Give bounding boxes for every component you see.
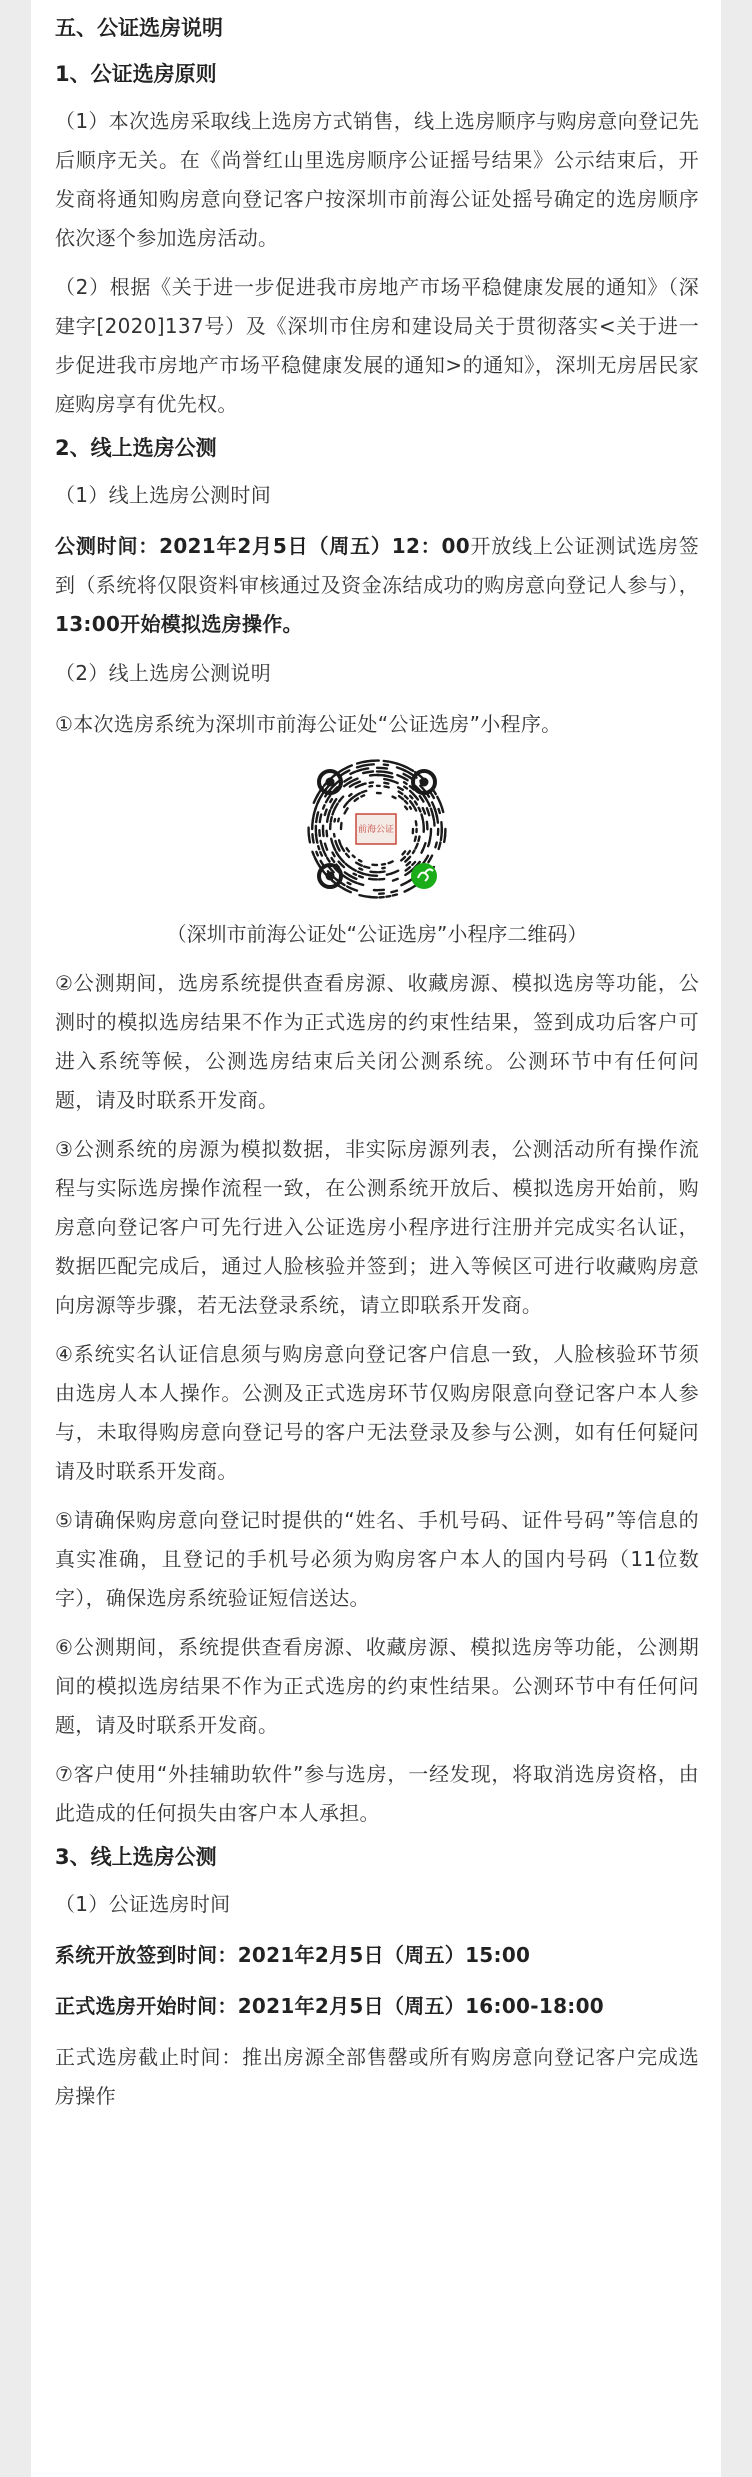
qr-module bbox=[410, 796, 412, 799]
qr-module bbox=[327, 858, 330, 862]
qr-module bbox=[339, 797, 343, 802]
qr-module bbox=[356, 782, 360, 784]
qr-module bbox=[313, 816, 314, 822]
qr-module bbox=[363, 772, 369, 773]
qr-module bbox=[324, 850, 327, 855]
qr-module bbox=[437, 797, 440, 802]
qr-module bbox=[382, 864, 385, 865]
qr-module bbox=[427, 808, 429, 815]
qr-logo-text: 前海公证 bbox=[357, 825, 395, 835]
qr-module bbox=[360, 895, 371, 897]
paragraph-test-time bbox=[55, 527, 699, 644]
qr-module bbox=[428, 843, 429, 846]
qr-module bbox=[316, 852, 317, 856]
qr-module bbox=[389, 861, 393, 863]
qr-module bbox=[384, 783, 388, 784]
qr-module bbox=[362, 791, 366, 793]
qr-module bbox=[315, 857, 317, 861]
selection-end-time: 正式选房截止时间：推出房源全部售罄或所有购房意向登记客户完成选房操作 bbox=[55, 2045, 699, 2108]
qr-module bbox=[398, 787, 403, 790]
qr-module bbox=[350, 784, 355, 787]
qr-finder-core bbox=[326, 872, 335, 881]
qr-module bbox=[404, 782, 407, 784]
qr-module bbox=[437, 815, 438, 822]
test-time-bold: 公测时间：2021年2月5日（周五）12：00 bbox=[55, 534, 470, 558]
qr-module bbox=[384, 772, 392, 774]
qr-module bbox=[415, 837, 416, 841]
qr-module bbox=[345, 872, 350, 875]
qr-module bbox=[331, 839, 332, 844]
qr-module bbox=[425, 856, 428, 862]
qr-module bbox=[419, 837, 420, 841]
qr-module bbox=[358, 872, 363, 874]
article-page bbox=[31, 0, 721, 2477]
qr-module bbox=[405, 889, 410, 891]
qr-module bbox=[359, 876, 363, 877]
qr-module bbox=[416, 821, 417, 825]
qr-module bbox=[408, 851, 410, 854]
qr-module bbox=[399, 792, 403, 794]
qr-module bbox=[363, 784, 366, 785]
paragraph-item-6: ⑥公测期间，系统提供查看房源、收藏房源、模拟选房等功能，公测期间的模拟选房结果不作为正式选房的约束性结果。公测环节中有任何问题，请及时联系开发商。 bbox=[55, 1635, 699, 1737]
qr-module bbox=[420, 796, 424, 802]
qr-module bbox=[350, 779, 358, 783]
qr-module bbox=[384, 776, 393, 778]
qr-module bbox=[350, 772, 355, 774]
qr-module bbox=[364, 764, 374, 765]
paragraph-item-1: ①本次选房系统为深圳市前海公证处“公证选房”小程序。 bbox=[55, 712, 562, 736]
qr-module bbox=[423, 822, 424, 829]
qr-module bbox=[414, 807, 416, 810]
qr-module bbox=[377, 768, 387, 769]
checkin-time: 系统开放签到时间：2021年2月5日（周五）15:00 bbox=[55, 1943, 531, 1967]
qr-module bbox=[407, 862, 411, 865]
paragraph-item-3: ③公测系统的房源为模拟数据，非实际房源列表，公测活动所有操作流程与实际选房操作流程一致，在公测系统开放后、模拟选房开始前，购房意向登记客户可先行进入公证选房小程序进行注册并完成实名认证，数据匹配完成后，通过人脸核验并签到；进入等候区可进行收藏购房意向房源等步骤，若无法登录系统，请立即联系开发商。 bbox=[55, 1137, 699, 1317]
qr-module bbox=[423, 808, 425, 814]
qr-module bbox=[332, 858, 335, 862]
qr-module bbox=[309, 836, 310, 842]
qr-module bbox=[341, 823, 342, 829]
qr-module bbox=[318, 846, 319, 849]
qr-module bbox=[439, 809, 440, 813]
qr-module bbox=[325, 810, 327, 815]
qr-module bbox=[349, 794, 351, 796]
qr-module bbox=[329, 810, 331, 815]
qr-module bbox=[320, 815, 321, 823]
qr-caption: （深圳市前海公证处“公证选房”小程序二维码） bbox=[166, 922, 588, 946]
qr-module bbox=[335, 804, 337, 808]
qr-module bbox=[359, 869, 362, 870]
qr-module bbox=[323, 805, 324, 808]
paragraph-test-notes-heading: （2）线上选房公测说明 bbox=[55, 661, 272, 685]
qr-module bbox=[370, 872, 377, 873]
qr-module bbox=[336, 852, 339, 857]
paragraph-principle-1: （1）本次选房采取线上选房方式销售，线上选房顺序与购房意向登记先后顺序无关。在《尚誉红山里选房顺序公证摇号结果》公示结束后，开发商将通知购房意向登记客户按深圳市前海公证处摇号确定的选房顺序依次逐个参加选房活动。 bbox=[55, 109, 699, 250]
qr-module bbox=[345, 808, 348, 813]
paragraph-item-5: ⑤请确保购房意向登记时提供的“姓名、手机号码、证件号码”等信息的真实准确，且登记的手机号必须为购房客户本人的国内号码（11位数字），确保选房系统验证短信送达。 bbox=[55, 1508, 699, 1610]
qr-module bbox=[357, 766, 362, 768]
qr-module bbox=[416, 844, 418, 849]
qr-module bbox=[406, 867, 410, 870]
qr-module bbox=[340, 857, 344, 862]
subsection-title-1: 1、公证选房原则 bbox=[55, 62, 217, 86]
qr-module bbox=[331, 817, 332, 822]
qr-module bbox=[404, 778, 408, 780]
mini-program-qr-code bbox=[304, 756, 450, 902]
qr-module bbox=[345, 770, 350, 773]
qr-module bbox=[333, 853, 335, 857]
qr-module bbox=[433, 815, 434, 820]
paragraph-item-4: ④系统实名认证信息须与购房意向登记客户信息一致，人脸核验环节须由选房人本人操作。公测及正式选房环节仅购房限意向登记客户本人参与，未取得购房意向登记号的客户无法登录及参与公测，如有任何疑问请及时联系开发商。 bbox=[55, 1342, 699, 1483]
qr-module bbox=[353, 856, 355, 858]
qr-module bbox=[352, 889, 357, 891]
qr-module bbox=[356, 863, 362, 866]
qr-module bbox=[341, 846, 344, 851]
qr-module bbox=[358, 884, 363, 885]
qr-module bbox=[415, 802, 417, 805]
qr-module bbox=[339, 769, 344, 772]
test-start-bold: 13:00开始模拟选房操作。 bbox=[55, 612, 303, 636]
paragraph-item-7: ⑦客户使用“外挂辅助软件”参与选房，一经发现，将取消选房资格，由此造成的任何损失由客户本人承担。 bbox=[55, 1762, 699, 1825]
qr-module bbox=[361, 795, 364, 796]
qr-module bbox=[424, 796, 427, 801]
qr-module bbox=[327, 831, 328, 837]
qr-finder-core bbox=[420, 778, 429, 787]
qr-module bbox=[364, 867, 369, 868]
wechat-mini-program-icon bbox=[411, 863, 437, 889]
qr-module bbox=[404, 787, 407, 789]
qr-module bbox=[422, 850, 423, 853]
qr-module bbox=[348, 883, 351, 884]
qr-module bbox=[419, 808, 421, 812]
qr-module bbox=[339, 840, 340, 844]
subsection-title-3: 3、线上选房公测 bbox=[55, 1845, 217, 1869]
qr-module bbox=[393, 879, 398, 881]
qr-module bbox=[357, 770, 362, 772]
qr-module bbox=[412, 862, 415, 865]
qr-module bbox=[317, 812, 318, 815]
qr-module bbox=[347, 887, 350, 889]
qr-module bbox=[399, 796, 403, 799]
selection-start-time: 正式选房开始时间：2021年2月5日（周五）16:00-18:00 bbox=[55, 1994, 605, 2018]
qr-module bbox=[347, 848, 349, 851]
qr-module bbox=[313, 852, 314, 855]
qr-module bbox=[405, 872, 410, 875]
qr-module bbox=[359, 860, 362, 861]
qr-module bbox=[393, 797, 396, 799]
qr-module bbox=[338, 819, 339, 822]
qr-module bbox=[379, 872, 385, 873]
qr-module bbox=[413, 851, 415, 853]
qr-module bbox=[391, 891, 397, 893]
qr-module bbox=[312, 834, 313, 842]
qr-module bbox=[384, 779, 390, 780]
qr-module bbox=[337, 845, 340, 851]
qr-module bbox=[336, 841, 337, 844]
qr-module bbox=[384, 765, 388, 766]
paragraph-test-time-heading: （1）线上选房公测时间 bbox=[55, 483, 272, 507]
qr-module bbox=[428, 802, 430, 806]
qr-module bbox=[355, 798, 358, 801]
paragraph-principle-2: （2）根据《关于进一步促进我市房地产市场平稳健康发展的通知》（深建字[2020]137号）及《深圳市住房和建设局关于贯彻落实<关于进一步促进我市房地产市场平稳健康发展的通知>的通知》，深圳无房居民家庭购房享有优先权。 bbox=[55, 275, 699, 416]
qr-module bbox=[344, 802, 348, 807]
qr-module bbox=[440, 803, 443, 812]
qr-module bbox=[318, 797, 321, 803]
qr-module bbox=[429, 836, 430, 843]
qr-module bbox=[346, 864, 350, 867]
qr-module bbox=[435, 843, 436, 848]
qr-module bbox=[427, 822, 428, 830]
qr-module bbox=[320, 852, 322, 856]
qr-module bbox=[444, 836, 445, 842]
qr-module bbox=[354, 874, 357, 875]
qr-module bbox=[333, 808, 336, 814]
qr-module bbox=[405, 796, 408, 799]
test-time-body: 开放线上公证测试选房签到（系统将仅限资料审核通过及资金冻结成功的购房意向登记人参与）， bbox=[55, 534, 699, 597]
qr-module bbox=[387, 874, 392, 875]
qr-finder-core bbox=[326, 778, 335, 787]
qr-module bbox=[393, 895, 397, 896]
qr-module bbox=[385, 787, 389, 788]
qr-module bbox=[403, 851, 406, 854]
qr-module bbox=[330, 799, 332, 802]
qr-code-graphic bbox=[304, 756, 450, 902]
qr-module bbox=[415, 796, 418, 800]
qr-module bbox=[410, 807, 411, 809]
qr-module bbox=[321, 841, 324, 850]
qr-module bbox=[405, 807, 407, 810]
qr-module bbox=[439, 843, 441, 849]
qr-module bbox=[386, 896, 390, 897]
qr-module bbox=[369, 879, 377, 880]
qr-module bbox=[351, 880, 357, 883]
qr-module bbox=[384, 761, 389, 762]
qr-module bbox=[333, 845, 335, 850]
qr-module bbox=[379, 879, 384, 880]
subsection-title-2: 2、线上选房公测 bbox=[55, 436, 217, 460]
qr-module bbox=[349, 797, 354, 801]
paragraph-item-2: ②公测期间，选房系统提供查看房源、收藏房源、模拟选房等功能，公测时的模拟选房结果不作为正式选房的约束性结果，签到成功后客户可进入系统等候，公测选房结束后关闭公测系统。公测环节中有任何问题，请及时联系开发商。 bbox=[55, 971, 699, 1112]
qr-module bbox=[355, 793, 360, 796]
section-title: 五、公证选房说明 bbox=[55, 16, 223, 40]
qr-module bbox=[346, 854, 349, 857]
qr-module bbox=[410, 801, 414, 806]
qr-module bbox=[405, 801, 407, 803]
qr-module bbox=[363, 768, 368, 769]
qr-module bbox=[335, 799, 337, 802]
qr-module bbox=[335, 819, 336, 821]
qr-module bbox=[434, 791, 436, 794]
qr-module bbox=[428, 856, 432, 863]
qr-module bbox=[401, 881, 409, 885]
qr-module bbox=[422, 815, 423, 821]
qr-module bbox=[391, 781, 397, 783]
qr-module bbox=[401, 857, 405, 860]
qr-module bbox=[325, 844, 327, 850]
paragraph-selection-time-heading: （1）公证选房时间 bbox=[55, 1892, 231, 1916]
qr-module bbox=[345, 765, 352, 768]
